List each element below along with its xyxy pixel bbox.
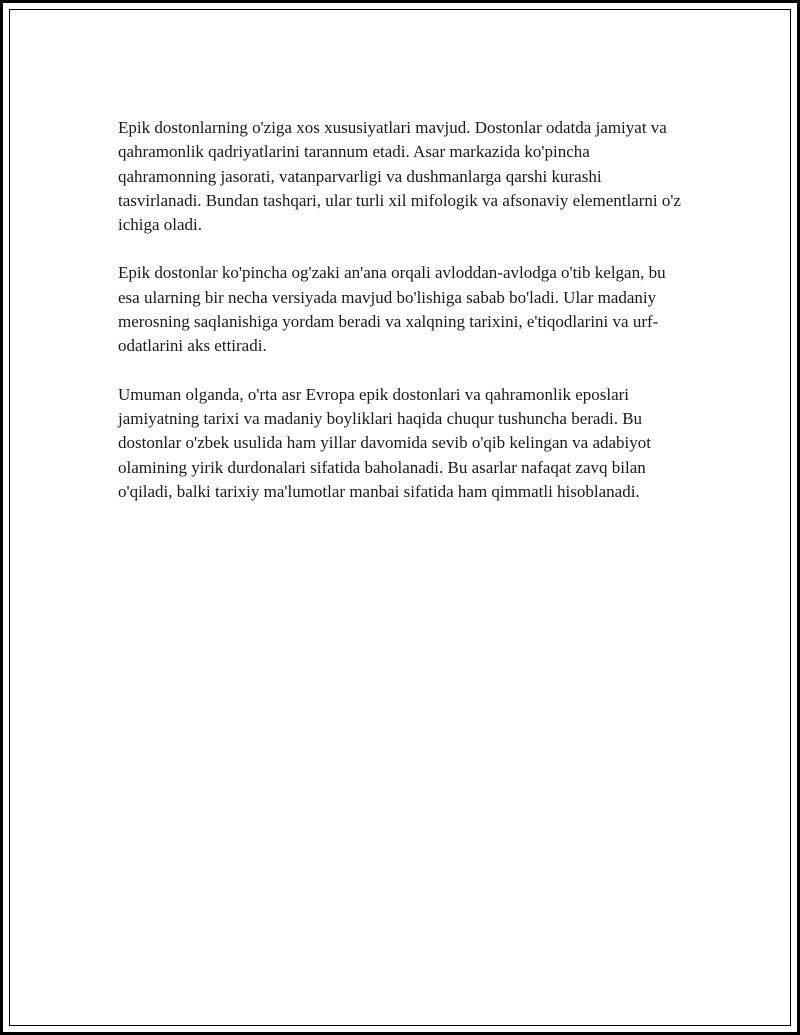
paragraph-1: Epik dostonlarning o'ziga xos xususiyatlari mavjud. Dostonlar odatda jamiyat va qahramonlik qadriyatlarini tarannum etadi. Asar markazida ko'pincha qahramonning jasorati, vatanparvarligi va dushmanlarga qarshi kurashi tasvirlanadi. Bundan tashqari, ular turli xil mifologik va afsonaviy elementlarni o'z ichiga oladi. — [118, 118, 681, 235]
document-body — [118, 116, 688, 504]
paragraph-2: Epik dostonlar ko'pincha og'zaki an'ana orqali avloddan-avlodga o'tib kelgan, bu esa ularning bir necha versiyada mavjud bo'lishiga sabab bo'ladi. Ular madaniy merosning saqlanishiga yordam beradi va xalqning tarixini, e'tiqodlarini va urf-odatlarini aks ettiradi. — [118, 263, 666, 356]
paragraph-3: Umuman olganda, o'rta asr Evropa epik dostonlari va qahramonlik eposlari jamiyatning tarixi va madaniy boyliklari haqida chuqur tushuncha beradi. Bu dostonlar o'zbek usulida ham yillar davomida sevib o'qib kelingan va adabiyot olamining yirik durdonalari sifatida baholanadi. Bu asarlar nafaqat zavq bilan o'qiladi, balki tarixiy ma'lumotlar manbai sifatida ham qimmatli hisoblanadi. — [118, 384, 652, 501]
